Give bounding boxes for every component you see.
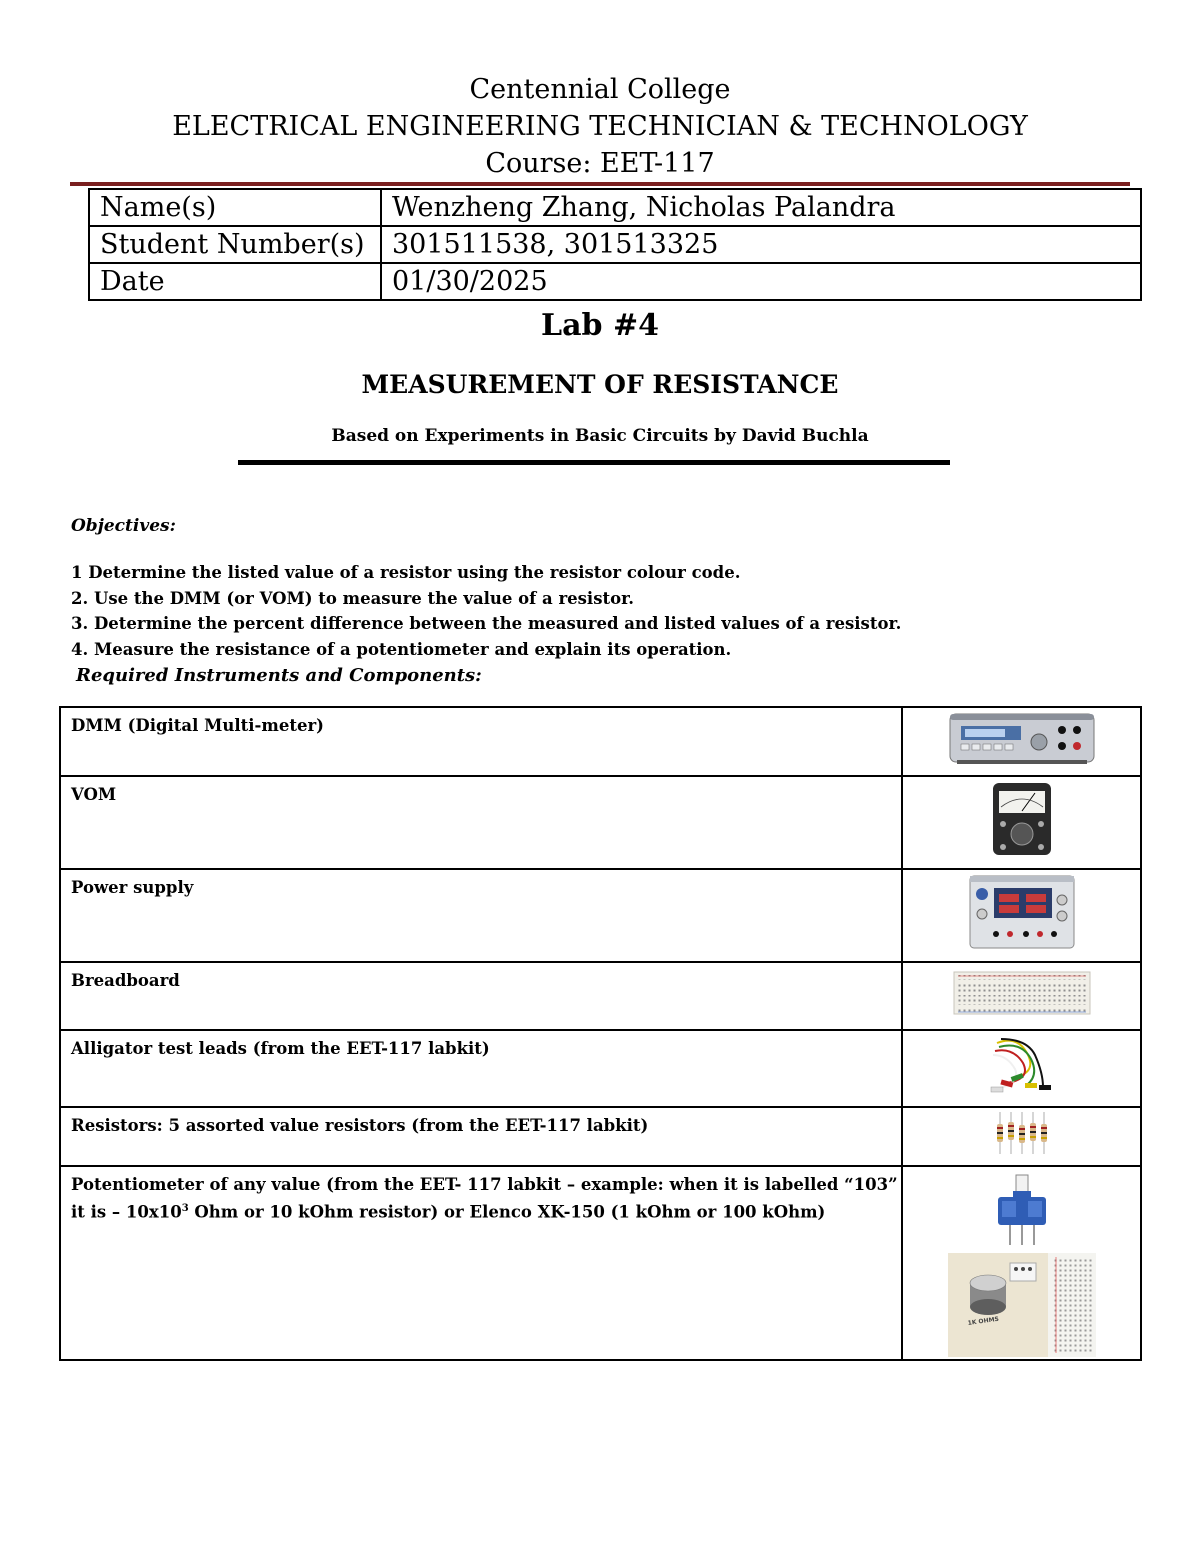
component-name: Alligator test leads (from the EET-117 labkit) (60, 1030, 902, 1107)
component-name-continued: it is – $10x10^3$ Ohm or 10 kOhm resistor) or Elenco XK-150 (1 kOhm or 100 kOhm) (71, 1202, 826, 1222)
power-supply-icon (966, 872, 1078, 952)
table-row (60, 1107, 1141, 1166)
info-label: Student Number(s) (89, 226, 381, 263)
component-name: Resistors: 5 assorted value resistors (from the EET-117 labkit) (60, 1107, 902, 1166)
info-label: Date (89, 263, 381, 300)
header-divider (70, 182, 1130, 186)
required-heading: Required Instruments and Components: (76, 665, 482, 686)
component-name: Power supply (60, 869, 902, 962)
course-code: Course: EET-117 (485, 148, 715, 179)
objective-item: 3. Determine the percent difference between the measured and listed values of a resistor. (71, 614, 902, 633)
college-name: Centennial College (469, 74, 731, 105)
title-divider (238, 460, 950, 465)
info-row-numbers (89, 226, 1141, 263)
table-row (60, 1030, 1141, 1107)
objectives-heading: Objectives: (71, 516, 176, 536)
dmm-icon (947, 710, 1097, 766)
info-value: 301511538, 301513325 (381, 226, 1141, 263)
info-row-names (89, 189, 1141, 226)
table-row (60, 962, 1141, 1030)
info-value: 01/30/2025 (381, 263, 1141, 300)
info-value: Wenzheng Zhang, Nicholas Palandra (381, 189, 1141, 226)
lab-source: Based on Experiments in Basic Circuits by David Buchla (331, 426, 869, 446)
info-label: Name(s) (89, 189, 381, 226)
trainer-label: 1K OHMS (966, 1315, 999, 1327)
lab-number: Lab #4 (541, 308, 659, 343)
lab-title: MEASUREMENT OF RESISTANCE (361, 370, 839, 399)
vom-icon (987, 779, 1057, 859)
objective-item: 2. Use the DMM (or VOM) to measure the value of a resistor. (71, 589, 635, 608)
resistors-icon (992, 1110, 1052, 1156)
pot-trainer-icon (948, 1253, 1096, 1357)
objective-item: 4. Measure the resistance of a potentiometer and explain its operation. (71, 640, 732, 659)
table-row (60, 1166, 1141, 1360)
alligator-leads-icon (987, 1033, 1057, 1097)
component-name: Potentiometer of any value (from the EET- 117 labkit – example: when it is labelled “103” (71, 1175, 898, 1194)
program-name: ELECTRICAL ENGINEERING TECHNICIAN & TECHNOLOGY (172, 111, 1028, 142)
component-name: Breadboard (60, 962, 902, 1030)
table-row (60, 776, 1141, 869)
components-table (59, 706, 1142, 1361)
potentiometer-icon (992, 1173, 1052, 1247)
component-name: DMM (Digital Multi-meter) (60, 707, 902, 776)
table-row (60, 707, 1141, 776)
objective-item: 1 Determine the listed value of a resistor using the resistor colour code. (71, 563, 741, 582)
student-info-table (88, 188, 1142, 301)
breadboard-icon (952, 968, 1092, 1018)
table-row (60, 869, 1141, 962)
component-name: VOM (60, 776, 902, 869)
info-row-date (89, 263, 1141, 300)
